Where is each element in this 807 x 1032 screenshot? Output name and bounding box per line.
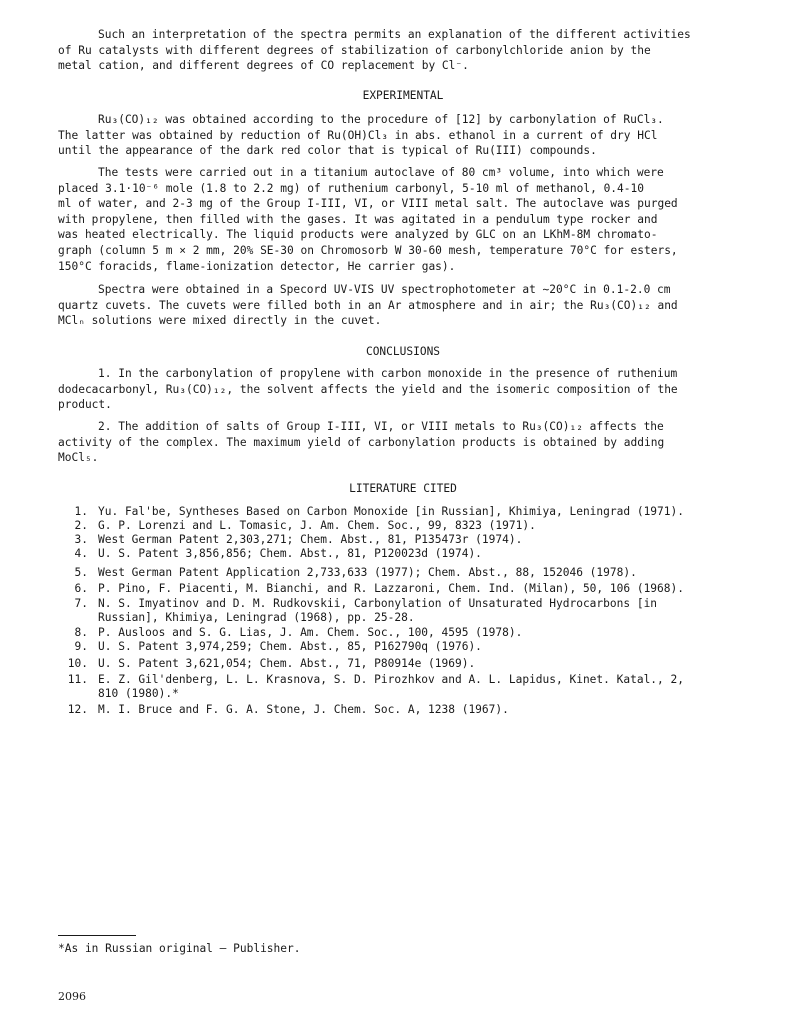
experimental-paragraph-1: Ru₃(CO)₁₂ was obtained according to the procedure of [12] by carbonylation of RuCl₃. The latter was obtained by reduction of Ru(OH)Cl₃ in abs. ethanol in a current of dry HCl until the appearance of the dark red color that is typical of Ru(III) compounds. xyxy=(58,113,664,158)
reference-number: 12. xyxy=(67,703,88,716)
reference-item xyxy=(58,582,748,596)
reference-number: 4. xyxy=(74,547,88,560)
reference-text: West German Patent 2,303,271; Chem. Abst., 81, P135473r (1974). xyxy=(98,533,523,546)
reference-text: N. S. Imyatinov and D. M. Rudkovskii, Carbonylation of Unsaturated Hydrocarbons [in Russian], Khimiya, Leningrad (1968), pp. 25-28. xyxy=(98,597,658,624)
reference-number: 11. xyxy=(67,673,88,686)
conclusion-2: 2. The addition of salts of Group I-III, VI, or VIII metals to Ru₃(CO)₁₂ affects the activity of the complex. The maximum yield of carbonylation products is obtained by adding MoCl₅. xyxy=(58,420,665,465)
reference-item xyxy=(58,519,748,533)
reference-text: U. S. Patent 3,621,054; Chem. Abst., 71, P80914e (1969). xyxy=(98,657,476,670)
reference-item xyxy=(58,640,748,654)
conclusions-heading: CONCLUSIONS xyxy=(365,345,441,358)
reference-number: 1. xyxy=(74,505,88,518)
reference-item xyxy=(58,533,748,547)
reference-text: West German Patent Application 2,733,633 (1977); Chem. Abst., 88, 152046 (1978). xyxy=(98,566,637,579)
footnote: *As in Russian original — Publisher. xyxy=(58,942,301,955)
page-number: 2096 xyxy=(58,990,86,1003)
experimental-paragraph-3: Spectra were obtained in a Specord UV-VIS UV spectrophotometer at ∼20°C in 0.1-2.0 cm quartz cuvets. The cuvets were filled both in an Ar atmosphere and in air; the Ru₃(CO)₁₂ and MClₙ solutions were mixed directly in the cuvet. xyxy=(58,283,678,328)
reference-number: 10. xyxy=(67,657,88,670)
reference-number: 6. xyxy=(74,582,88,595)
experimental-heading: EXPERIMENTAL xyxy=(362,89,444,102)
reference-item xyxy=(58,505,748,519)
reference-text: U. S. Patent 3,856,856; Chem. Abst., 81, P120023d (1974). xyxy=(98,547,482,560)
reference-text: U. S. Patent 3,974,259; Chem. Abst., 85, P162790q (1976). xyxy=(98,640,482,653)
reference-text: Yu. Fal'be, Syntheses Based on Carbon Monoxide [in Russian], Khimiya, Leningrad (1971). xyxy=(98,505,684,518)
reference-item xyxy=(58,657,748,671)
intro-paragraph: Such an interpretation of the spectra permits an explanation of the different activities of Ru catalysts with different degrees of stabilization of carbonylchloride anion by the metal cation, and different degrees of CO replacement by Cl⁻. xyxy=(58,28,691,73)
reference-item xyxy=(58,566,748,580)
reference-number: 5. xyxy=(74,566,88,579)
literature-cited-heading: LITERATURE CITED xyxy=(349,482,457,495)
conclusion-1: 1. In the carbonylation of propylene with carbon monoxide in the presence of ruthenium dodecacarbonyl, Ru₃(CO)₁₂, the solvent affects the yield and the isomeric composition of the product. xyxy=(58,367,678,412)
footnote-divider xyxy=(58,935,136,936)
reference-text: P. Ausloos and S. G. Lias, J. Am. Chem. Soc., 100, 4595 (1978). xyxy=(98,626,523,639)
reference-number: 3. xyxy=(74,533,88,546)
reference-item xyxy=(58,703,748,717)
reference-number: 9. xyxy=(74,640,88,653)
reference-number: 2. xyxy=(74,519,88,532)
reference-item xyxy=(58,547,748,561)
reference-number: 8. xyxy=(74,626,88,639)
reference-text: M. I. Bruce and F. G. A. Stone, J. Chem. Soc. A, 1238 (1967). xyxy=(98,703,509,716)
reference-text: G. P. Lorenzi and L. Tomasic, J. Am. Chem. Soc., 99, 8323 (1971). xyxy=(98,519,536,532)
reference-item xyxy=(58,597,748,625)
experimental-paragraph-2: The tests were carried out in a titanium autoclave of 80 cm³ volume, into which were placed 3.1·10⁻⁶ mole (1.8 to 2.2 mg) of ruthenium carbonyl, 5-10 ml of methanol, 0.4-10 ml of water, and 2-3 mg of the Group I-III, VI, or VIII metal salt. The autoclave was purged with propylene, then filled with the gases. It was agitated in a pendulum type rocker and was heated electrically. The liquid products were analyzed by GLC on an LKhM-8M chromato- graph (column 5 m × 2 mm, 20% SE-30 on Chromosorb W 30-60 mesh, temperature 70°C for esters, 150°C foracids, flame-ionization detector, He carrier gas). xyxy=(58,166,678,273)
reference-text: P. Pino, F. Piacenti, M. Bianchi, and R. Lazzaroni, Chem. Ind. (Milan), 50, 106 (1968). xyxy=(98,582,684,595)
reference-item xyxy=(58,626,748,640)
reference-number: 7. xyxy=(74,597,88,610)
reference-item xyxy=(58,673,748,701)
reference-text: E. Z. Gil'denberg, L. L. Krasnova, S. D. Pirozhkov and A. L. Lapidus, Kinet. Katal., 2, 810 (1980).* xyxy=(98,673,684,700)
